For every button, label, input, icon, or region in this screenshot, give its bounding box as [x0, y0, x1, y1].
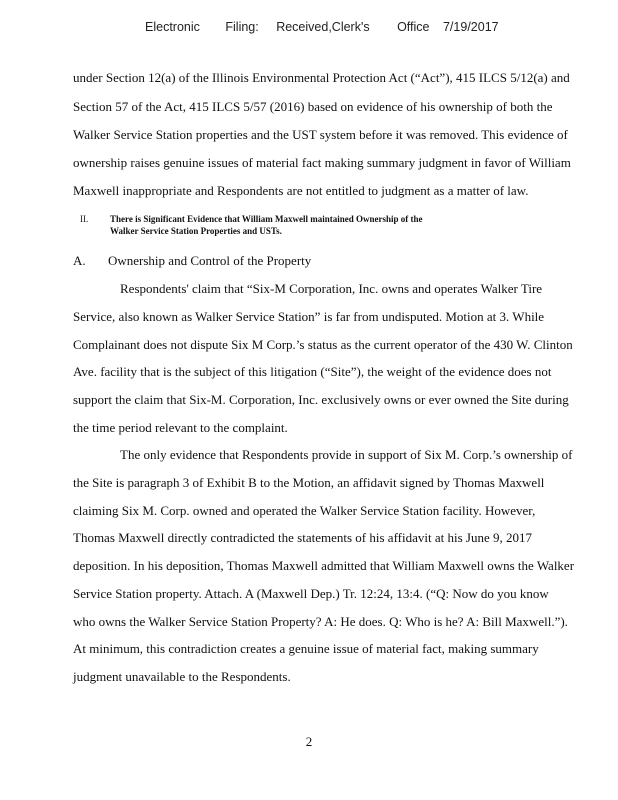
section-number: II. [80, 214, 89, 224]
stamp-office: Office [397, 20, 430, 34]
para3-line: Thomas Maxwell directly contradicted the statements of his affidavit at his June 9, 2017 [73, 530, 532, 545]
para2-line: the time period relevant to the complaint. [73, 420, 288, 435]
para2-line: Complainant does not dispute Six M Corp.’s status as the current operator of the 430 W. Clinton [73, 337, 573, 352]
stamp-filing: Filing: [225, 20, 259, 34]
para2-line: Respondents' claim that “Six-M Corporation, Inc. owns and operates Walker Tire [120, 281, 543, 296]
para3-line: Service Station property. Attach. A (Maxwell Dep.) Tr. 12:24, 13:4. (“Q: Now do you know [73, 586, 549, 601]
subsection-letter: A. [73, 253, 86, 268]
stamp-date: 7/19/2017 [442, 20, 499, 34]
para1-line: Walker Service Station properties and the UST system before it was removed. This evidence of [73, 127, 568, 142]
para1-line: Section 57 of the Act, 415 ILCS 5/57 (2016) based on evidence of his ownership of both the [73, 99, 553, 114]
electronic-filing-stamp [145, 20, 499, 34]
para3-line: judgment unavailable to the Respondents. [73, 669, 291, 684]
para3-line: the Site is paragraph 3 of Exhibit B to the Motion, an affidavit signed by Thomas Maxwell [73, 475, 545, 490]
subsection-title: Ownership and Control of the Property [108, 253, 312, 268]
para2-line: support the claim that Six-M. Corporation, Inc. exclusively owns or ever owned the Site during [73, 392, 569, 407]
para2-line: Service, also known as Walker Service Station” is far from undisputed. Motion at 3. While [73, 309, 545, 324]
para1-line: under Section 12(a) of the Illinois Environmental Protection Act (“Act”), 415 ILCS 5/12(a) and [73, 70, 570, 85]
section-heading-line: There is Significant Evidence that William Maxwell maintained Ownership of the [110, 214, 423, 224]
para3-line: claiming Six M. Corp. owned and operated the Walker Service Station facility. However, [73, 503, 536, 518]
para2-line: Ave. facility that is the subject of this litigation (“Site”), the weight of the evidence does not [73, 364, 552, 379]
para3-line: deposition. In his deposition, Thomas Maxwell admitted that William Maxwell owns the Walker [73, 558, 575, 573]
para3-line: The only evidence that Respondents provide in support of Six M. Corp.’s ownership of [120, 447, 573, 462]
para1-line: ownership raises genuine issues of material fact making summary judgment in favor of William [73, 155, 571, 170]
stamp-electronic: Electronic [145, 20, 200, 34]
para3-line: who owns the Walker Service Station Property? A: He does. Q: Who is he? A: Bill Maxwell.”). [73, 614, 568, 629]
page-number: 2 [305, 734, 313, 749]
stamp-received: Received,Clerk's [276, 20, 370, 34]
para1-line: Maxwell inappropriate and Respondents are not entitled to judgment as a matter of law. [73, 183, 529, 198]
section-heading-line: Walker Service Station Properties and USTs. [110, 226, 282, 236]
para3-line: At minimum, this contradiction creates a genuine issue of material fact, making summary [73, 641, 539, 656]
section-heading [110, 213, 423, 237]
